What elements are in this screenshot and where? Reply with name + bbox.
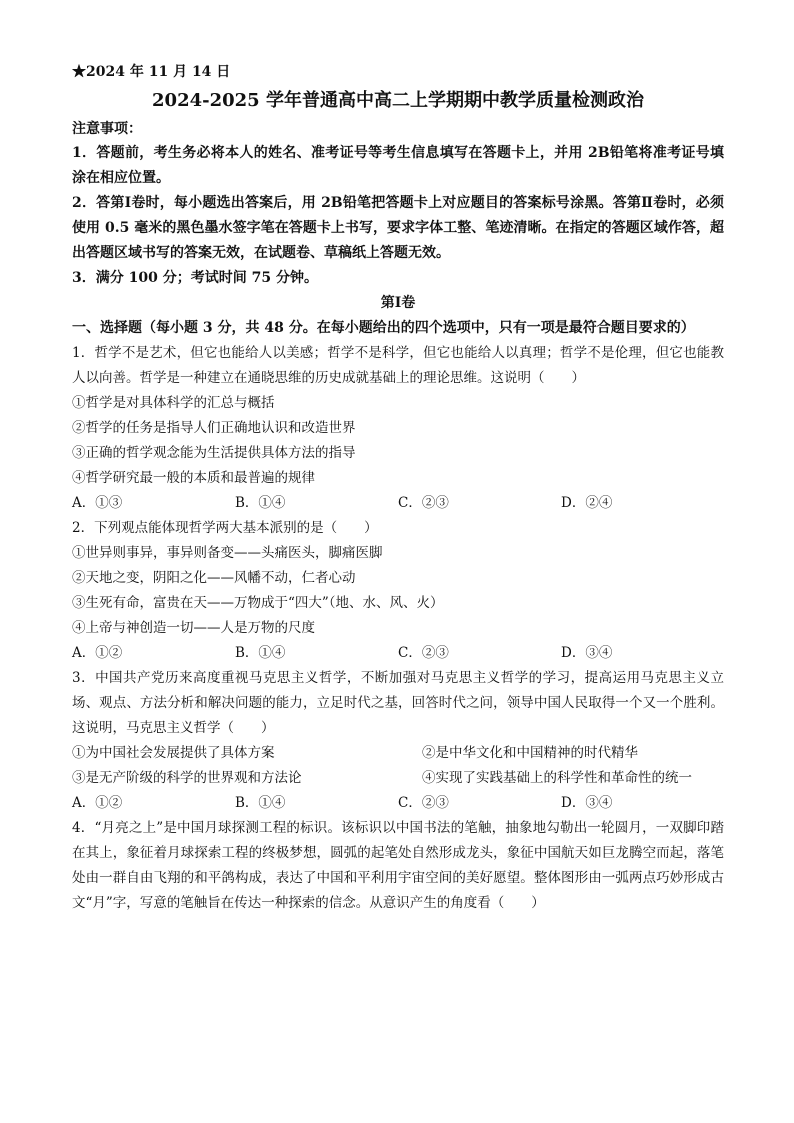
option-grid: [72, 741, 724, 791]
question-option: ②是中华文化和中国精神的时代精华: [422, 745, 638, 761]
exam-title: 2024-2025 学年普通高中高二上学期期中教学质量检测政治: [152, 90, 644, 111]
exam-page: [72, 62, 724, 916]
choice-a: A．①②: [72, 645, 123, 661]
question-option: ④实现了实践基础上的科学性和革命性的统一: [422, 770, 692, 786]
notice-item: 2．答第Ⅰ卷时，每小题选出答案后，用 2B铅笔把答题卡上对应题目的答案标号涂黑。答第Ⅱ卷时，必须使用 0.5 毫米的黑色墨水签字笔在答题卡上书写，要求字体工整、笔迹清晰。在指定的答题区域作答，超出答题区域书写的答案无效，在试题卷、草稿纸上答题无效。: [72, 195, 724, 261]
choice-d: D．②④: [561, 495, 613, 511]
choice-b: B．①④: [235, 495, 286, 511]
choice-d: D．③④: [561, 645, 613, 661]
question-1: [72, 341, 724, 516]
question-option: ①世异则事异，事异则备变——头痛医头，脚痛医脚: [72, 545, 383, 561]
question-option: ①哲学是对具体科学的汇总与概括: [72, 395, 275, 411]
question-option: ④哲学研究最一般的本质和最普遍的规律: [72, 470, 315, 486]
choice-a: A．①②: [72, 795, 123, 811]
question-stem: 2．下列观点能体现哲学两大基本派别的是（ ）: [72, 520, 378, 536]
question-option: ④上帝与神创造一切——人是万物的尺度: [72, 620, 315, 636]
question-stem: 3．中国共产党历来高度重视马克思主义哲学，不断加强对马克思主义哲学的学习，提高运用马克思主义立场、观点、方法分析和解决问题的能力，立足时代之基，回答时代之问，领导中国人民取得一个又一个胜利。这说明，马克思主义哲学（ ）: [72, 670, 724, 736]
notice-item: 1．答题前，考生务必将本人的姓名、准考证号等考生信息填写在答题卡上，并用 2B铅笔将准考证号填涂在相应位置。: [72, 145, 724, 186]
question-option: ②哲学的任务是指导人们正确地认识和改造世界: [72, 420, 356, 436]
question-stem: 1．哲学不是艺术，但它也能给人以美感；哲学不是科学，但它也能给人以真理；哲学不是伦理，但它也能教人以向善。哲学是一种建立在通晓思维的历史成就基础上的理论思维。这说明（ ）: [72, 345, 724, 386]
answer-choices: [72, 641, 724, 666]
section-title: 一、选择题（每小题 3 分，共 48 分。在每小题给出的四个选项中，只有一项是最符合题目要求的）: [72, 320, 695, 336]
choice-d: D．③④: [561, 795, 613, 811]
notice-heading: 注意事项：: [72, 121, 142, 137]
notice-item: 3．满分 100 分；考试时间 75 分钟。: [72, 270, 318, 286]
question-2: [72, 516, 724, 666]
choice-b: B．①④: [235, 795, 286, 811]
answer-choices: [72, 791, 724, 816]
notice-block: [72, 117, 724, 291]
question-option: ③是无产阶级的科学的世界观和方法论: [72, 770, 302, 786]
choice-c: C．②③: [398, 645, 449, 661]
question-option: ③正确的哲学观念能为生活提供具体方法的指导: [72, 445, 356, 461]
exam-date: ★2024 年 11 月 14 日: [72, 64, 231, 80]
question-3: [72, 666, 724, 816]
question-option: ①为中国社会发展提供了具体方案: [72, 745, 275, 761]
choice-c: C．②③: [398, 495, 449, 511]
choice-a: A．①③: [72, 495, 123, 511]
choice-b: B．①④: [235, 645, 286, 661]
question-4: [72, 816, 724, 916]
question-stem: 4．“月亮之上”是中国月球探测工程的标识。该标识以中国书法的笔触，抽象地勾勒出一轮圆月，一双脚印踏在其上，象征着月球探索工程的终极梦想，圆弧的起笔处自然形成龙头，象征中国航天如巨龙腾空而起，落笔处由一群自由飞翔的和平鸽构成，表达了中国和平利用宇宙空间的美好愿望。整体图形由一弧两点巧妙形成古文“月”字，写意的笔触旨在传达一种探索的信念。从意识产生的角度看（ ）: [72, 820, 724, 911]
question-option: ②天地之变，阴阳之化——风幡不动，仁者心动: [72, 570, 356, 586]
question-option: ③生死有命，富贵在天——万物成于“四大”（地、水、风、火）: [72, 595, 444, 611]
choice-c: C．②③: [398, 795, 449, 811]
answer-choices: [72, 491, 724, 516]
part-title: 第Ⅰ卷: [380, 295, 416, 311]
